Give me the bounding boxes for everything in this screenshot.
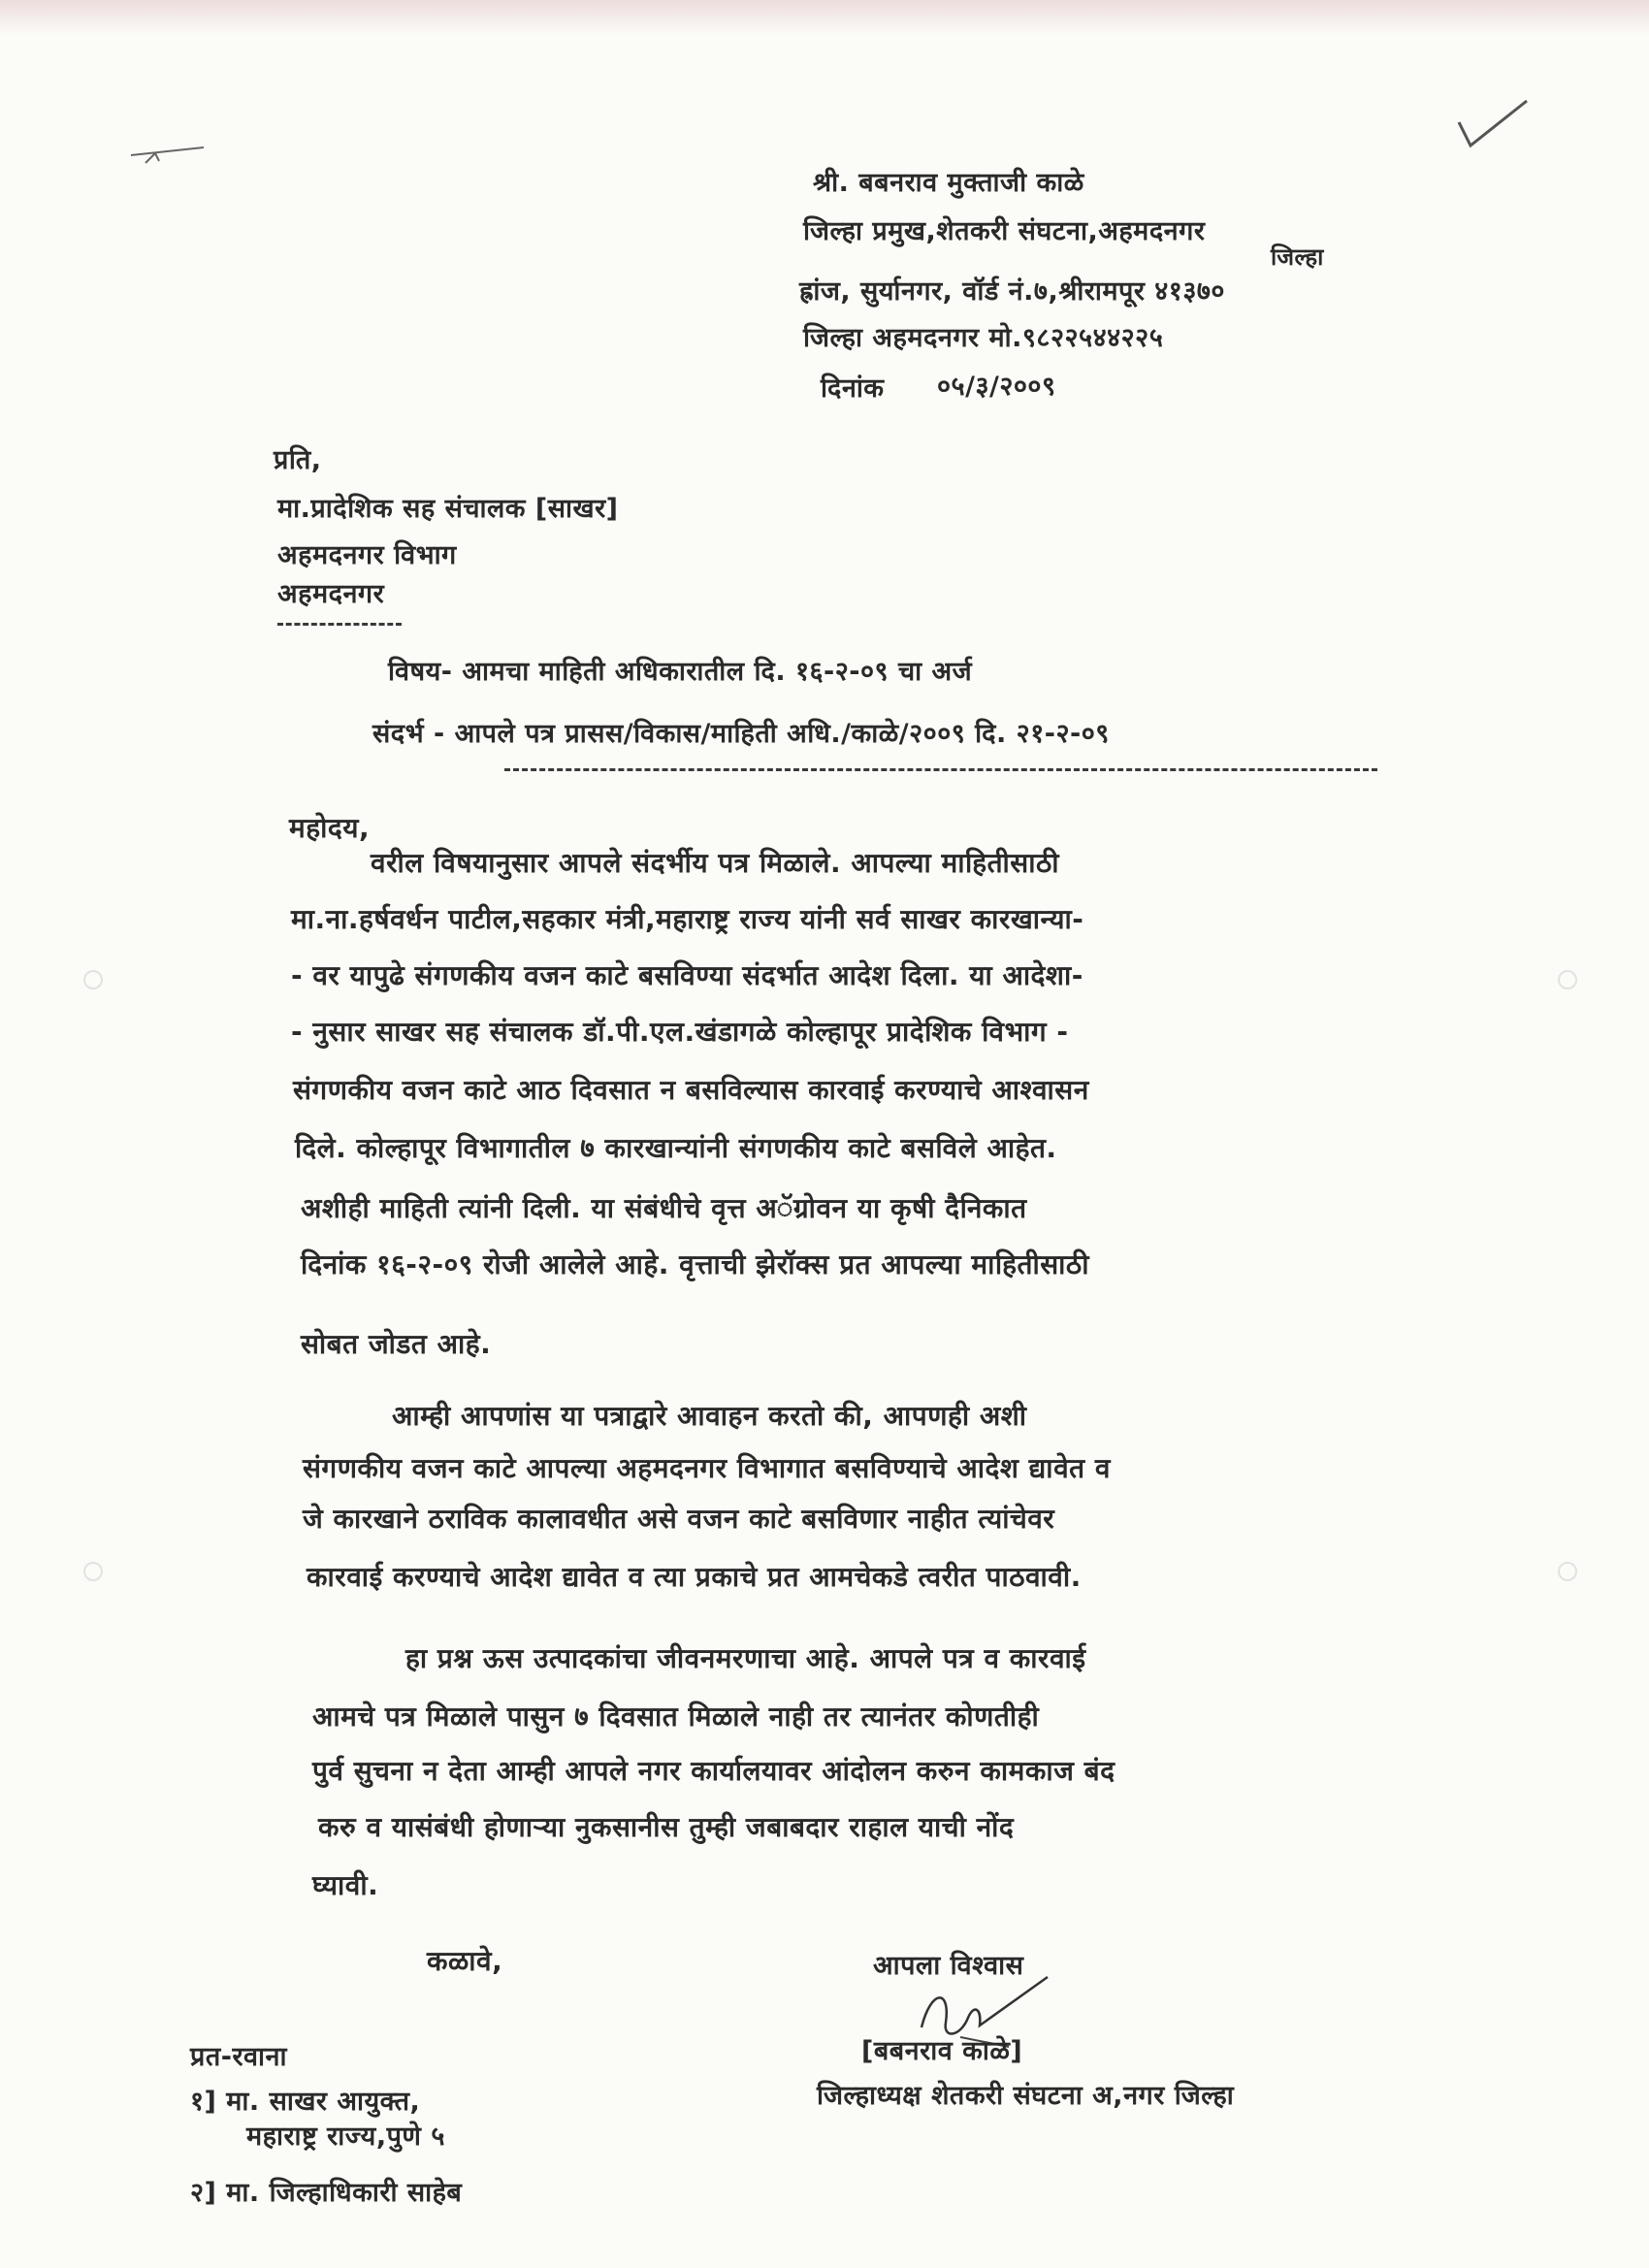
valediction: आपला विश्वास — [873, 1951, 1024, 1981]
punch-hole — [83, 970, 103, 989]
copy-item-2: २] मा. जिल्हाधिकारी साहेब — [190, 2178, 463, 2208]
signatory-name: [बबनराव काळे] — [861, 2036, 1023, 2066]
sender-address: ह्रांज, सुर्यानगर, वॉर्ड नं.७,श्रीरामपूर ४१३७० — [799, 276, 1225, 307]
check-mark — [1455, 97, 1533, 155]
signatory-designation: जिल्हाध्यक्ष शेतकरी संघटना अ,नगर जिल्हा — [817, 2081, 1235, 2111]
punch-hole — [1558, 1562, 1577, 1581]
paragraph-line: दिले. कोल्हापूर विभागातील ७ कारखान्यांनी संगणकीय काटे बसविले आहेत. — [295, 1132, 1057, 1164]
sender-contact: जिल्हा अहमदनगर मो.९८२२५४४२२५ — [803, 323, 1164, 353]
paragraph-line: कारवाई करण्याचे आदेश द्यावेत व त्या प्रकाचे प्रत आमचेकडे त्वरीत पाठवावी. — [307, 1561, 1082, 1593]
paragraph-line: दिनांक १६-२-०९ रोजी आलेले आहे. वृत्ताची झेरॉक्स प्रत आपल्या माहितीसाठी — [301, 1248, 1089, 1280]
recipient-underline — [277, 623, 402, 626]
sender-designation: जिल्हा प्रमुख,शेतकरी संघटना,अहमदनगर — [803, 216, 1206, 246]
paragraph-line: अशीही माहिती त्यांनी दिली. या संबंधीचे वृत्त अॅग्रोवन या कृषी दैनिकात — [301, 1192, 1027, 1224]
date-label: दिनांक — [821, 373, 885, 404]
paragraph-line: संगणकीय वजन काटे आपल्या अहमदनगर विभागात बसविण्याचे आदेश द्यावेत व — [303, 1452, 1111, 1484]
paragraph-line: करु व यासंबंधी होणाऱ्या नुकसानीस तुम्ही जबाबदार राहाल याची नोंद — [318, 1811, 1015, 1843]
recipient-line2: अहमदनगर विभाग — [277, 540, 457, 570]
paragraph-line: संगणकीय वजन काटे आठ दिवसात न बसविल्यास कारवाई करण्याचे आश्वासन — [293, 1074, 1089, 1106]
punch-hole — [83, 1562, 103, 1581]
copies-heading: प्रत-रवाना — [190, 2042, 287, 2072]
paragraph-line: आमचे पत्र मिळाले पासुन ७ दिवसात मिळाले नाही तर त्यानंतर कोणतीही — [312, 1701, 1040, 1733]
scan-edge — [0, 0, 1649, 35]
copy-item-1-address: महाराष्ट्र राज्य,पुणे ५ — [246, 2122, 445, 2152]
paragraph-line: जे कारखाने ठराविक कालावधीत असे वजन काटे बसविणार नाहीत त्यांचेवर — [303, 1503, 1055, 1535]
date-value: ०५/३/२००९ — [937, 372, 1056, 402]
recipient-line3: अहमदनगर — [277, 579, 385, 609]
subject-line: विषय- आमचा माहिती अधिकारातील दि. १६-२-०९ चा अर्ज — [388, 657, 973, 687]
paragraph-line: वरील विषयानुसार आपले संदर्भीय पत्र मिळाले. आपल्या माहितीसाठी — [371, 847, 1059, 879]
pen-scribble — [126, 136, 213, 175]
punch-hole — [1558, 970, 1577, 989]
paragraph-line: आम्ही आपणांस या पत्राद्वारे आवाहन करतो की, आपणही अशी — [392, 1400, 1027, 1432]
paragraph-line: - वर यापुढे संगणकीय वजन काटे बसविण्या संदर्भात आदेश दिला. या आदेशा- — [291, 959, 1083, 991]
sender-district-note: जिल्हा — [1271, 243, 1324, 271]
paragraph-line: सोबत जोडत आहे. — [301, 1328, 492, 1360]
copy-item-1: १] मा. साखर आयुक्त, — [190, 2087, 421, 2117]
paragraph-line: घ्यावी. — [312, 1869, 379, 1901]
paragraph-line: मा.ना.हर्षवर्धन पाटील,सहकार मंत्री,महाराष्ट्र राज्य यांनी सर्व साखर कारखान्या- — [291, 903, 1084, 935]
sender-name: श्री. बबनराव मुक्ताजी काळे — [813, 168, 1084, 198]
salutation: महोदय, — [289, 812, 371, 844]
reference-line: संदर्भ - आपले पत्र प्रासस/विकास/माहिती अधि./काळे/२००९ दि. २१-२-०९ — [372, 719, 1110, 749]
recipient-to: प्रति, — [274, 445, 322, 475]
paragraph-line: हा प्रश्न ऊस उत्पादकांचा जीवनमरणाचा आहे. आपले पत्र व कारवाई — [405, 1642, 1086, 1674]
closing: कळावे, — [427, 1945, 503, 1977]
paragraph-line: - नुसार साखर सह संचालक डॉ.पी.एल.खंडागळे कोल्हापूर प्रादेशिक विभाग - — [291, 1016, 1069, 1048]
reference-underline — [504, 768, 1377, 771]
paragraph-line: पुर्व सुचना न देता आम्ही आपले नगर कार्यालयावर आंदोलन करुन कामकाज बंद — [312, 1755, 1116, 1787]
recipient-line1: मा.प्रादेशिक सह संचालक [साखर] — [277, 494, 619, 524]
